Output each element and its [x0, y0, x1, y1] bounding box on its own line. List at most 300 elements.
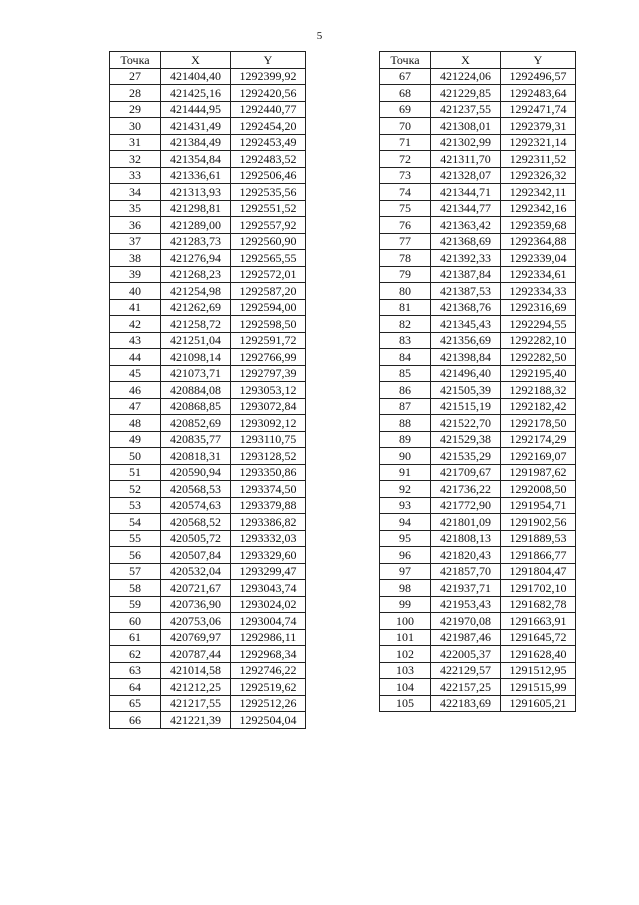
table-row: [380, 431, 576, 448]
table-row: [110, 679, 306, 696]
table-row: [110, 712, 306, 729]
cell-x: 421229,85: [431, 85, 501, 102]
cell-y: 1291605,21: [501, 695, 576, 712]
cell-point: 36: [110, 217, 161, 234]
cell-y: 1292598,50: [231, 316, 306, 333]
cell-x: 421308,01: [431, 118, 501, 135]
cell-y: 1292496,57: [501, 68, 576, 85]
cell-point: 90: [380, 448, 431, 465]
cell-point: 64: [110, 679, 161, 696]
cell-x: 420884,08: [161, 382, 231, 399]
cell-x: 421535,29: [431, 448, 501, 465]
cell-x: 421262,69: [161, 299, 231, 316]
cell-point: 60: [110, 613, 161, 630]
table-row: [380, 613, 576, 630]
coordinates-table-left: [109, 51, 306, 729]
table-row: [380, 101, 576, 118]
cell-point: 27: [110, 68, 161, 85]
cell-y: 1292326,32: [501, 167, 576, 184]
table-row: [110, 662, 306, 679]
cell-x: 421404,40: [161, 68, 231, 85]
cell-point: 56: [110, 547, 161, 564]
cell-point: 103: [380, 662, 431, 679]
cell-point: 97: [380, 563, 431, 580]
cell-x: 421384,49: [161, 134, 231, 151]
cell-x: 421098,14: [161, 349, 231, 366]
cell-point: 50: [110, 448, 161, 465]
table-row: [380, 233, 576, 250]
cell-x: 420505,72: [161, 530, 231, 547]
cell-point: 92: [380, 481, 431, 498]
table-row: [110, 613, 306, 630]
cell-y: 1292519,62: [231, 679, 306, 696]
cell-point: 80: [380, 283, 431, 300]
cell-point: 73: [380, 167, 431, 184]
cell-y: 1293053,12: [231, 382, 306, 399]
cell-point: 88: [380, 415, 431, 432]
table-row: [380, 679, 576, 696]
coordinates-table-right: [379, 51, 576, 712]
table-row: [110, 497, 306, 514]
cell-x: 420721,67: [161, 580, 231, 597]
table-row: [380, 448, 576, 465]
table-row: [380, 629, 576, 646]
cell-y: 1292420,56: [231, 85, 306, 102]
table-header-row: [380, 52, 576, 69]
cell-point: 95: [380, 530, 431, 547]
cell-x: 421368,76: [431, 299, 501, 316]
cell-x: 421276,94: [161, 250, 231, 267]
header-point: Точка: [380, 52, 431, 69]
table-row: [380, 398, 576, 415]
cell-y: 1292746,22: [231, 662, 306, 679]
cell-y: 1292311,52: [501, 151, 576, 168]
cell-x: 420787,44: [161, 646, 231, 663]
cell-x: 421970,08: [431, 613, 501, 630]
cell-x: 421258,72: [161, 316, 231, 333]
cell-x: 421363,42: [431, 217, 501, 234]
table-row: [110, 514, 306, 531]
table-row: [110, 646, 306, 663]
cell-point: 51: [110, 464, 161, 481]
cell-y: 1292986,11: [231, 629, 306, 646]
cell-x: 421953,43: [431, 596, 501, 613]
table-row: [380, 530, 576, 547]
cell-point: 77: [380, 233, 431, 250]
table-row: [380, 118, 576, 135]
cell-y: 1293379,88: [231, 497, 306, 514]
cell-point: 89: [380, 431, 431, 448]
cell-point: 39: [110, 266, 161, 283]
cell-point: 98: [380, 580, 431, 597]
cell-point: 71: [380, 134, 431, 151]
cell-point: 41: [110, 299, 161, 316]
cell-y: 1291663,91: [501, 613, 576, 630]
cell-y: 1292364,88: [501, 233, 576, 250]
cell-x: 420818,31: [161, 448, 231, 465]
table-row: [380, 299, 576, 316]
cell-point: 105: [380, 695, 431, 712]
cell-y: 1292587,20: [231, 283, 306, 300]
cell-y: 1292797,39: [231, 365, 306, 382]
table-row: [380, 250, 576, 267]
cell-y: 1291804,47: [501, 563, 576, 580]
cell-point: 76: [380, 217, 431, 234]
cell-y: 1293128,52: [231, 448, 306, 465]
table-row: [380, 349, 576, 366]
table-row: [110, 299, 306, 316]
table-row: [110, 530, 306, 547]
cell-x: 421820,43: [431, 547, 501, 564]
table-row: [380, 580, 576, 597]
cell-x: 421937,71: [431, 580, 501, 597]
cell-y: 1293004,74: [231, 613, 306, 630]
cell-y: 1292968,34: [231, 646, 306, 663]
table-row: [110, 629, 306, 646]
cell-y: 1292321,14: [501, 134, 576, 151]
cell-x: 421311,70: [431, 151, 501, 168]
cell-point: 85: [380, 365, 431, 382]
cell-point: 33: [110, 167, 161, 184]
cell-point: 43: [110, 332, 161, 349]
cell-y: 1293299,47: [231, 563, 306, 580]
cell-x: 421857,70: [431, 563, 501, 580]
cell-x: 420868,85: [161, 398, 231, 415]
table-row: [380, 563, 576, 580]
cell-point: 69: [380, 101, 431, 118]
cell-y: 1292454,20: [231, 118, 306, 135]
cell-y: 1292379,31: [501, 118, 576, 135]
cell-x: 420574,63: [161, 497, 231, 514]
cell-point: 81: [380, 299, 431, 316]
table-row: [380, 365, 576, 382]
cell-y: 1291628,40: [501, 646, 576, 663]
cell-point: 91: [380, 464, 431, 481]
cell-point: 45: [110, 365, 161, 382]
table-row: [380, 217, 576, 234]
table-row: [380, 464, 576, 481]
cell-y: 1292551,52: [231, 200, 306, 217]
table-row: [110, 266, 306, 283]
table-row: [110, 200, 306, 217]
cell-x: 421387,53: [431, 283, 501, 300]
table-row: [110, 167, 306, 184]
table-row: [380, 134, 576, 151]
cell-point: 67: [380, 68, 431, 85]
table-row: [380, 85, 576, 102]
cell-y: 1292591,72: [231, 332, 306, 349]
cell-point: 79: [380, 266, 431, 283]
table-row: [110, 85, 306, 102]
table-row: [110, 118, 306, 135]
header-x: X: [431, 52, 501, 69]
cell-point: 61: [110, 629, 161, 646]
cell-y: 1292565,55: [231, 250, 306, 267]
header-y: Y: [501, 52, 576, 69]
cell-x: 420753,06: [161, 613, 231, 630]
cell-x: 421328,07: [431, 167, 501, 184]
table-row: [380, 646, 576, 663]
cell-x: 421251,04: [161, 332, 231, 349]
cell-point: 66: [110, 712, 161, 729]
cell-y: 1292560,90: [231, 233, 306, 250]
cell-y: 1292182,42: [501, 398, 576, 415]
cell-point: 101: [380, 629, 431, 646]
table-row: [380, 514, 576, 531]
cell-y: 1293092,12: [231, 415, 306, 432]
table-row: [380, 200, 576, 217]
cell-x: 421444,95: [161, 101, 231, 118]
cell-y: 1292195,40: [501, 365, 576, 382]
cell-point: 59: [110, 596, 161, 613]
cell-y: 1291702,10: [501, 580, 576, 597]
cell-point: 55: [110, 530, 161, 547]
table-row: [110, 481, 306, 498]
table-row: [110, 448, 306, 465]
cell-point: 53: [110, 497, 161, 514]
cell-y: 1292504,04: [231, 712, 306, 729]
table-row: [110, 431, 306, 448]
cell-x: 421801,09: [431, 514, 501, 531]
cell-point: 54: [110, 514, 161, 531]
cell-point: 83: [380, 332, 431, 349]
cell-point: 84: [380, 349, 431, 366]
cell-point: 94: [380, 514, 431, 531]
cell-point: 37: [110, 233, 161, 250]
cell-x: 421772,90: [431, 497, 501, 514]
table-header-row: [110, 52, 306, 69]
table-row: [110, 580, 306, 597]
cell-x: 421344,77: [431, 200, 501, 217]
cell-point: 65: [110, 695, 161, 712]
cell-x: 422005,37: [431, 646, 501, 663]
cell-y: 1293072,84: [231, 398, 306, 415]
cell-x: 421336,61: [161, 167, 231, 184]
cell-y: 1292766,99: [231, 349, 306, 366]
table-row: [110, 349, 306, 366]
table-row: [380, 332, 576, 349]
cell-y: 1293043,74: [231, 580, 306, 597]
cell-point: 82: [380, 316, 431, 333]
cell-y: 1292169,07: [501, 448, 576, 465]
cell-x: 421212,25: [161, 679, 231, 696]
cell-x: 421298,81: [161, 200, 231, 217]
cell-x: 421344,71: [431, 184, 501, 201]
cell-point: 96: [380, 547, 431, 564]
cell-point: 70: [380, 118, 431, 135]
cell-y: 1292188,32: [501, 382, 576, 399]
cell-point: 35: [110, 200, 161, 217]
cell-point: 38: [110, 250, 161, 267]
cell-x: 420568,53: [161, 481, 231, 498]
cell-x: 421221,39: [161, 712, 231, 729]
cell-point: 62: [110, 646, 161, 663]
cell-x: 422129,57: [431, 662, 501, 679]
cell-x: 420590,94: [161, 464, 231, 481]
cell-y: 1291645,72: [501, 629, 576, 646]
cell-x: 421356,69: [431, 332, 501, 349]
cell-x: 421368,69: [431, 233, 501, 250]
cell-x: 421987,46: [431, 629, 501, 646]
table-row: [110, 68, 306, 85]
table-row: [380, 497, 576, 514]
cell-x: 421014,58: [161, 662, 231, 679]
table-row: [110, 365, 306, 382]
cell-x: 420852,69: [161, 415, 231, 432]
cell-x: 422157,25: [431, 679, 501, 696]
cell-y: 1293110,75: [231, 431, 306, 448]
cell-point: 63: [110, 662, 161, 679]
cell-y: 1292535,56: [231, 184, 306, 201]
cell-x: 420835,77: [161, 431, 231, 448]
cell-x: 421398,84: [431, 349, 501, 366]
cell-y: 1292399,92: [231, 68, 306, 85]
cell-point: 47: [110, 398, 161, 415]
header-x: X: [161, 52, 231, 69]
cell-y: 1291954,71: [501, 497, 576, 514]
cell-y: 1293332,03: [231, 530, 306, 547]
cell-x: 421808,13: [431, 530, 501, 547]
table-row: [110, 464, 306, 481]
cell-point: 28: [110, 85, 161, 102]
cell-y: 1292483,52: [231, 151, 306, 168]
cell-point: 52: [110, 481, 161, 498]
cell-point: 31: [110, 134, 161, 151]
cell-x: 421313,93: [161, 184, 231, 201]
cell-x: 421345,43: [431, 316, 501, 333]
table-row: [110, 151, 306, 168]
cell-point: 100: [380, 613, 431, 630]
cell-x: 421522,70: [431, 415, 501, 432]
cell-y: 1292342,11: [501, 184, 576, 201]
cell-point: 104: [380, 679, 431, 696]
cell-point: 99: [380, 596, 431, 613]
cell-y: 1292453,49: [231, 134, 306, 151]
table-row: [110, 217, 306, 234]
cell-y: 1292008,50: [501, 481, 576, 498]
cell-x: 421431,49: [161, 118, 231, 135]
cell-point: 57: [110, 563, 161, 580]
table-row: [110, 332, 306, 349]
cell-x: 421268,23: [161, 266, 231, 283]
cell-y: 1292339,04: [501, 250, 576, 267]
page-number: 5: [316, 30, 323, 42]
cell-x: 421505,39: [431, 382, 501, 399]
table-row: [110, 563, 306, 580]
table-row: [110, 415, 306, 432]
cell-y: 1292483,64: [501, 85, 576, 102]
table-row: [380, 316, 576, 333]
cell-x: 421736,22: [431, 481, 501, 498]
cell-y: 1292282,50: [501, 349, 576, 366]
table-row: [110, 101, 306, 118]
cell-y: 1292174,29: [501, 431, 576, 448]
cell-y: 1292506,46: [231, 167, 306, 184]
cell-x: 420532,04: [161, 563, 231, 580]
cell-point: 86: [380, 382, 431, 399]
table-row: [380, 481, 576, 498]
table-row: [380, 283, 576, 300]
cell-point: 44: [110, 349, 161, 366]
table-row: [380, 266, 576, 283]
table-row: [380, 596, 576, 613]
table-row: [380, 68, 576, 85]
cell-point: 49: [110, 431, 161, 448]
cell-x: 421217,55: [161, 695, 231, 712]
table-row: [380, 415, 576, 432]
cell-y: 1292316,69: [501, 299, 576, 316]
cell-y: 1292557,92: [231, 217, 306, 234]
table-row: [110, 233, 306, 250]
table-row: [110, 547, 306, 564]
cell-x: 421224,06: [431, 68, 501, 85]
cell-x: 421387,84: [431, 266, 501, 283]
table-row: [110, 398, 306, 415]
cell-point: 68: [380, 85, 431, 102]
header-y: Y: [231, 52, 306, 69]
table-row: [110, 283, 306, 300]
cell-y: 1292294,55: [501, 316, 576, 333]
cell-x: 421529,38: [431, 431, 501, 448]
cell-y: 1291682,78: [501, 596, 576, 613]
cell-x: 421425,16: [161, 85, 231, 102]
cell-y: 1293374,50: [231, 481, 306, 498]
cell-y: 1291515,99: [501, 679, 576, 696]
table-row: [380, 695, 576, 712]
table-row: [110, 184, 306, 201]
cell-y: 1292512,26: [231, 695, 306, 712]
cell-x: 420507,84: [161, 547, 231, 564]
table-row: [110, 316, 306, 333]
cell-point: 74: [380, 184, 431, 201]
cell-point: 32: [110, 151, 161, 168]
cell-point: 72: [380, 151, 431, 168]
cell-point: 40: [110, 283, 161, 300]
cell-point: 29: [110, 101, 161, 118]
cell-y: 1293024,02: [231, 596, 306, 613]
cell-point: 58: [110, 580, 161, 597]
cell-x: 420769,97: [161, 629, 231, 646]
cell-y: 1291987,62: [501, 464, 576, 481]
cell-y: 1292572,01: [231, 266, 306, 283]
cell-x: 421709,67: [431, 464, 501, 481]
cell-x: 421254,98: [161, 283, 231, 300]
cell-x: 421392,33: [431, 250, 501, 267]
cell-y: 1292471,74: [501, 101, 576, 118]
cell-x: 421496,40: [431, 365, 501, 382]
cell-y: 1292334,33: [501, 283, 576, 300]
cell-y: 1293386,82: [231, 514, 306, 531]
cell-point: 42: [110, 316, 161, 333]
cell-x: 421354,84: [161, 151, 231, 168]
cell-y: 1291889,53: [501, 530, 576, 547]
cell-y: 1292178,50: [501, 415, 576, 432]
table-row: [110, 596, 306, 613]
cell-point: 34: [110, 184, 161, 201]
cell-y: 1293350,86: [231, 464, 306, 481]
cell-point: 93: [380, 497, 431, 514]
cell-y: 1292440,77: [231, 101, 306, 118]
table-row: [110, 134, 306, 151]
table-row: [380, 547, 576, 564]
table-row: [380, 662, 576, 679]
cell-y: 1291512,95: [501, 662, 576, 679]
cell-y: 1291866,77: [501, 547, 576, 564]
cell-x: 421302,99: [431, 134, 501, 151]
table-row: [110, 382, 306, 399]
cell-point: 102: [380, 646, 431, 663]
cell-y: 1292282,10: [501, 332, 576, 349]
